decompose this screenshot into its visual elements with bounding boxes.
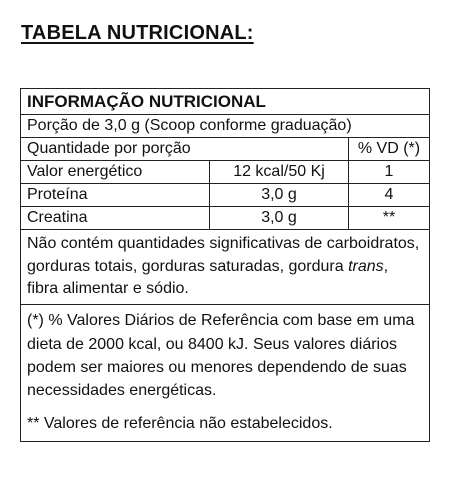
disclaimer-text: [21, 230, 430, 305]
disclaimer-after: , fibra alimentar e sódio.: [27, 257, 389, 298]
nutrient-vd: 4: [349, 184, 430, 207]
table-row: [21, 207, 430, 230]
nutrient-vd: 1: [349, 161, 430, 184]
footnotes: [21, 305, 430, 442]
footnotes-row: [21, 305, 430, 442]
portion-row: [21, 115, 430, 138]
portion-text: Porção de 3,0 g (Scoop conforme graduação): [21, 115, 430, 138]
table-row: [21, 161, 430, 184]
nutrient-name: Proteína: [21, 184, 210, 207]
page-title: TABELA NUTRICIONAL:: [21, 22, 254, 44]
disclaimer-italic: trans: [348, 257, 384, 275]
disclaimer-row: [21, 230, 430, 305]
header-row: [21, 138, 430, 161]
nutrient-name: Creatina: [21, 207, 210, 230]
nutrient-amount: 12 kcal/50 Kj: [210, 161, 349, 184]
disclaimer-before: Não contém quantidades significativas de carboidratos, gorduras totais, gorduras saturadas, gordura: [27, 235, 420, 275]
footnote-vd: (*) % Valores Diários de Referência com base em uma dieta de 2000 kcal, ou 8400 kJ. Seus valores diários podem ser maiores ou menores dependendo de suas necessidades energéticas.: [27, 312, 415, 399]
header-vd: % VD (*): [349, 138, 430, 161]
footnote-reference: ** Valores de referência não estabelecidos.: [27, 415, 333, 433]
nutrition-table: [20, 88, 430, 442]
nutrient-amount: 3,0 g: [210, 184, 349, 207]
nutrient-vd: **: [349, 207, 430, 230]
table-row: [21, 184, 430, 207]
table-title: INFORMAÇÃO NUTRICIONAL: [21, 89, 430, 115]
nutrient-name: Valor energético: [21, 161, 210, 184]
header-quantity: Quantidade por porção: [21, 138, 349, 161]
nutrient-amount: 3,0 g: [210, 207, 349, 230]
table-title-row: [21, 89, 430, 115]
